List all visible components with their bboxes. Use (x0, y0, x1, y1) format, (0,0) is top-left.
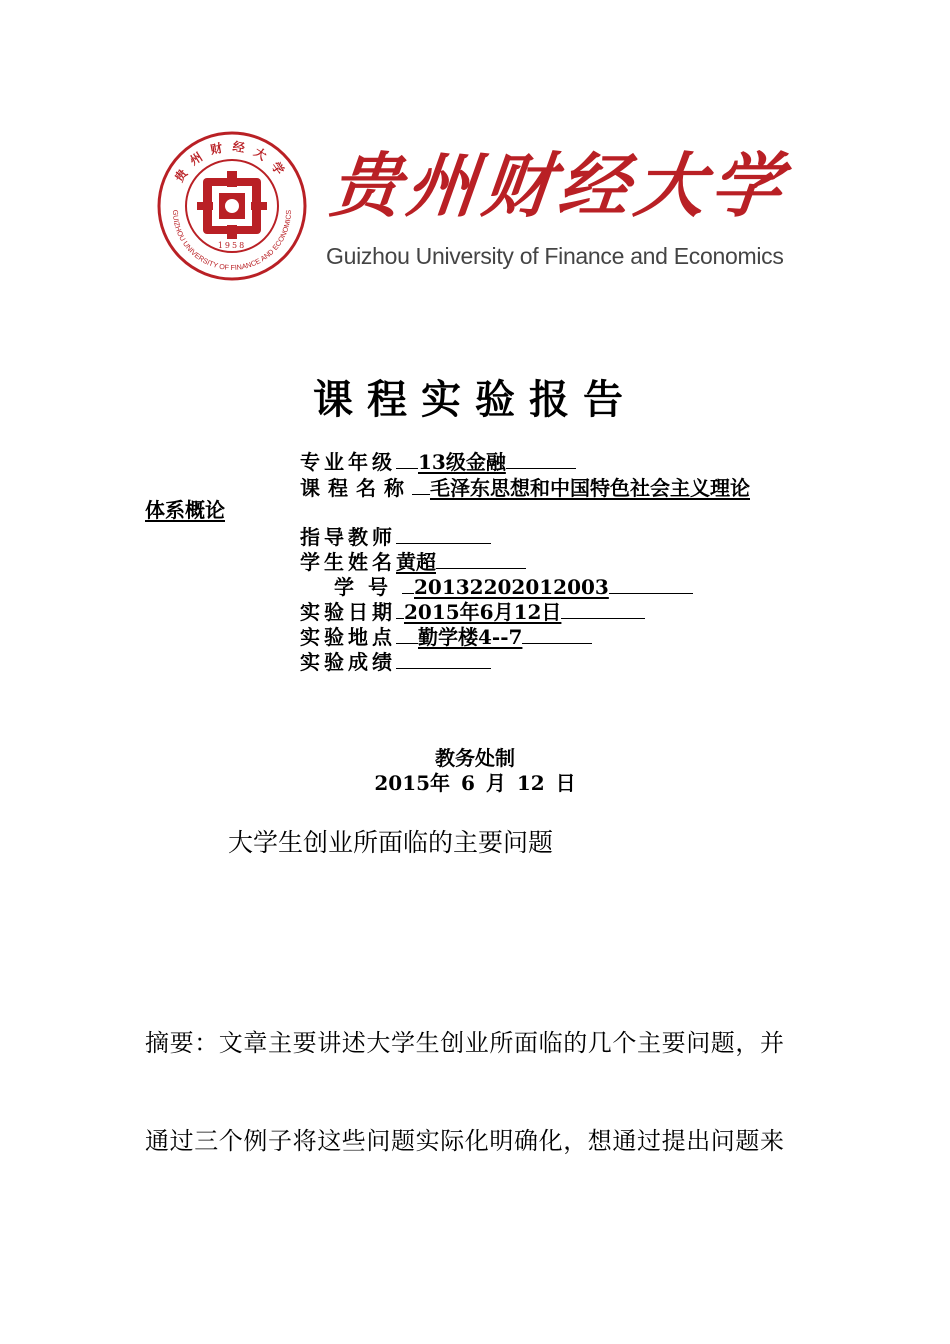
field-location-label: 实验地点 (300, 625, 396, 649)
field-student-id-label: 学号 (334, 575, 402, 599)
field-location-value: 勤学楼4--7 (418, 625, 523, 649)
essay-title: 大学生创业所面临的主要问题 (228, 828, 554, 857)
field-course-value-line2: 体系概论 (145, 498, 225, 522)
field-student-label: 学生姓名 (300, 550, 396, 574)
field-date-value: 2015年6月12日 (404, 600, 562, 624)
field-student-value: 黄超 (396, 550, 436, 574)
seal-year: 1958 (217, 241, 247, 250)
seal-ring-en-text: GUIZHOU UNIVERSITY OF FINANCE AND ECONOMICS (170, 209, 294, 273)
university-seal-logo (157, 131, 307, 281)
field-instructor (300, 523, 491, 550)
field-course-label: 课程名称 (300, 476, 412, 500)
field-location (300, 623, 592, 650)
report-title: 课程实验报告 (313, 376, 637, 423)
issue-date: 2015年 6 月 12 日 (374, 771, 576, 795)
field-course-value-line1: 毛泽东思想和中国特色社会主义理论 (430, 476, 750, 500)
field-major (300, 448, 576, 475)
field-date-label: 实验日期 (300, 600, 396, 624)
abstract-line-2: 通过三个例子将这些问题实际化明确化，想通过提出问题来 (145, 1127, 785, 1155)
university-name-en: Guizhou University of Finance and Economics (326, 243, 784, 269)
field-grade (300, 648, 491, 675)
university-name-cn: 贵州财经大学 (326, 144, 792, 227)
field-course (300, 474, 750, 501)
field-student (300, 548, 526, 575)
field-date (300, 598, 645, 625)
abstract-line-1: 摘要：文章主要讲述大学生创业所面临的几个主要问题，并 (145, 1029, 785, 1057)
field-student-id (334, 573, 693, 600)
field-grade-label: 实验成绩 (300, 650, 396, 674)
issuer: 教务处制 (435, 746, 515, 770)
field-student-id-value: 20132202012003 (414, 575, 609, 599)
seal-ring-cn-text: 贵州财经大学 (171, 139, 293, 185)
seal-emblem (197, 171, 267, 239)
field-course-continuation (145, 498, 225, 523)
field-major-label: 专业年级 (300, 450, 396, 474)
field-instructor-label: 指导教师 (300, 525, 396, 549)
field-major-value: 13级金融 (418, 450, 506, 474)
